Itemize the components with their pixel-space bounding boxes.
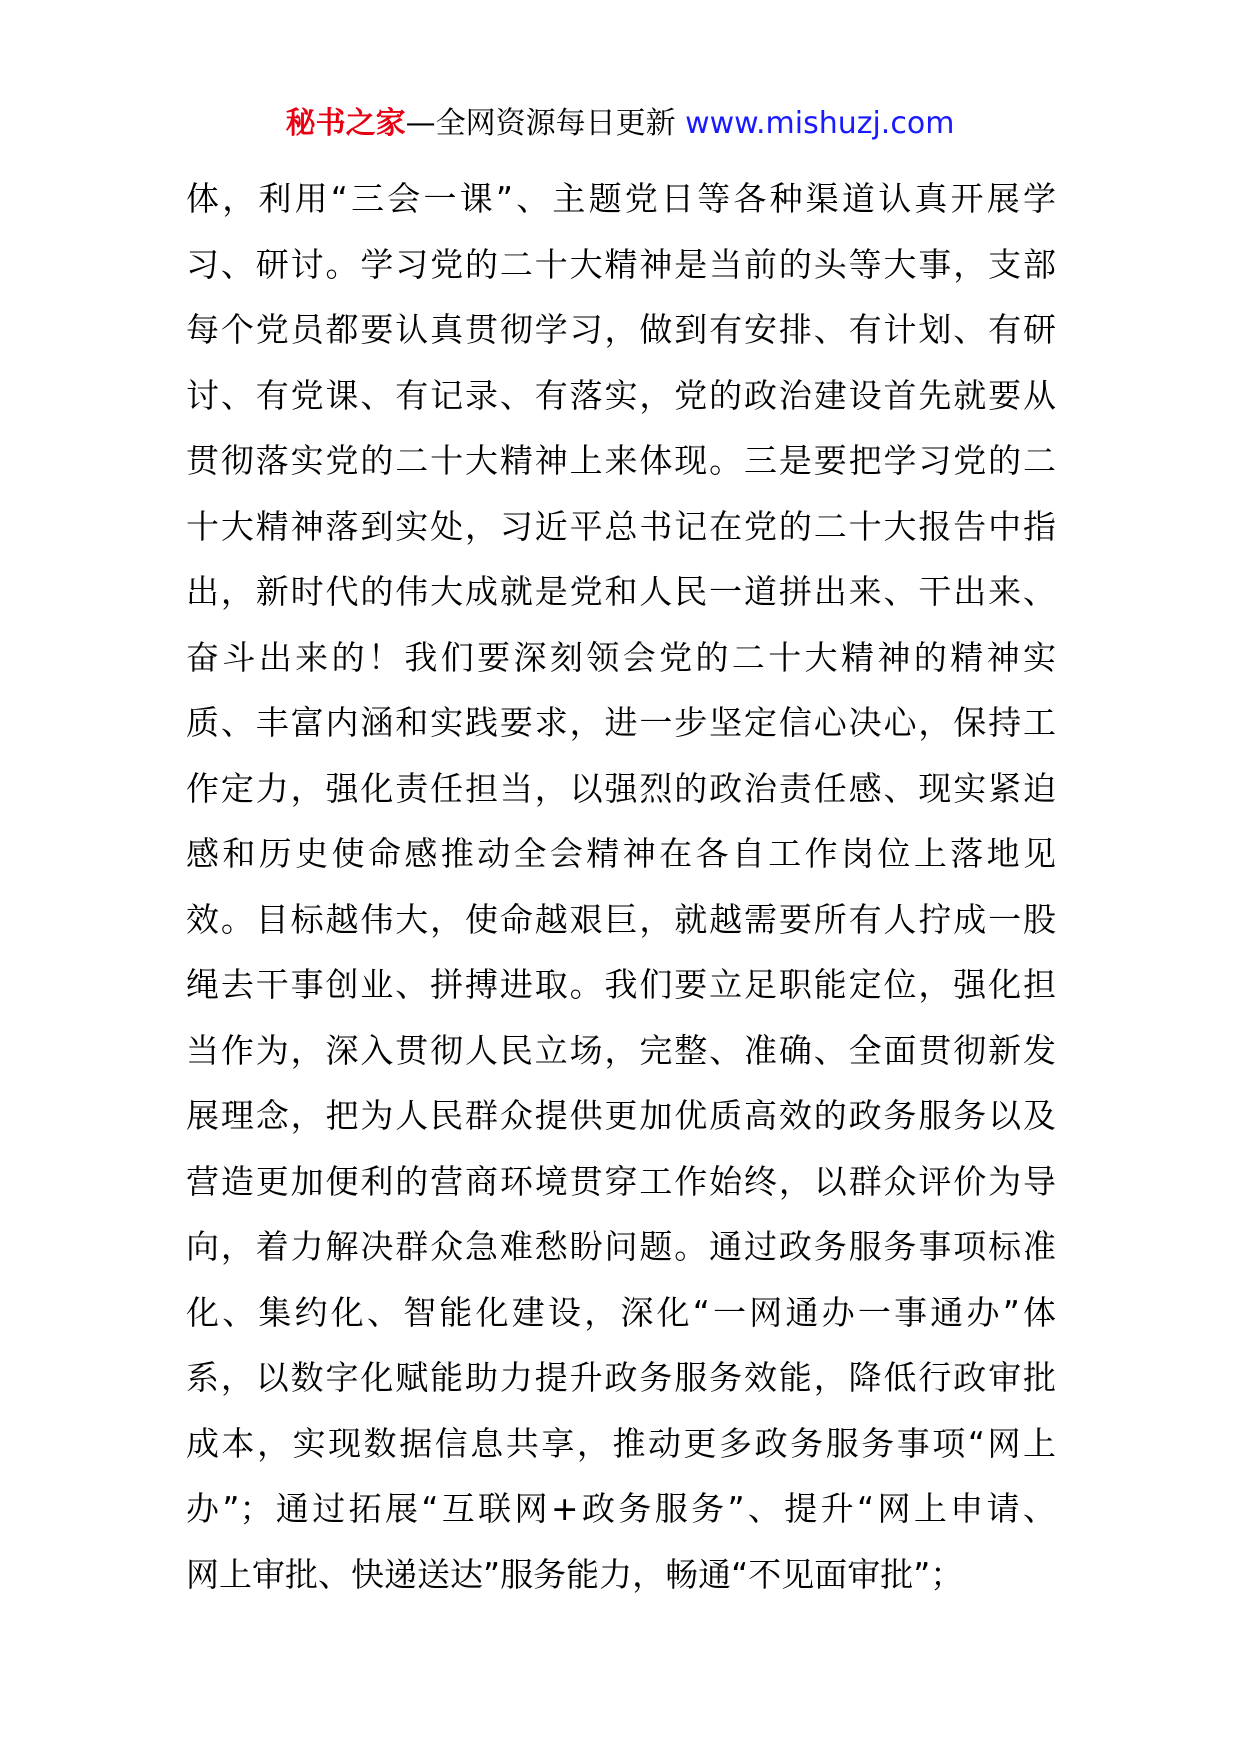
body-line: 成本，实现数据信息共享，推动更多政务服务事项“网上 <box>186 1423 1056 1463</box>
body-line: 体，利用“三会一课”、主题党日等各种渠道认真开展学 <box>186 179 1056 218</box>
body-line: 每个党员都要认真贯彻学习，做到有安排、有计划、有研 <box>186 310 1056 349</box>
body-line: 办”；通过拓展“互联网+政务服务”、提升“网上申请、 <box>186 1489 1056 1528</box>
body-line: 向，着力解决群众急难愁盼问题。通过政务服务事项标准 <box>186 1227 1056 1266</box>
body-line: 习、研讨。学习党的二十大精神是当前的头等大事，支部 <box>186 244 1056 284</box>
body-line: 网上审批、快递送达”服务能力，畅通“不见面审批”； <box>186 1554 964 1594</box>
body-line: 讨、有党课、有记录、有落实，党的政治建设首先就要从 <box>186 375 1056 415</box>
body-line: 贯彻落实党的二十大精神上来体现。三是要把学习党的二 <box>186 441 1056 480</box>
body-line: 质、丰富内涵和实践要求，进一步坚定信心决心，保持工 <box>186 703 1056 742</box>
body-line: 系，以数字化赋能助力提升政务服务效能，降低行政审批 <box>186 1358 1056 1397</box>
body-line: 奋斗出来的！我们要深刻领会党的二十大精神的精神实 <box>186 637 1056 677</box>
page-header <box>0 104 1240 144</box>
body-line: 效。目标越伟大，使命越艰巨，就越需要所有人拧成一股 <box>186 899 1056 939</box>
body-line: 十大精神落到实处，习近平总书记在党的二十大报告中指 <box>186 506 1056 546</box>
header-tagline: —全网资源每日更新 <box>405 106 676 141</box>
body-line: 当作为，深入贯彻人民立场，完整、准确、全面贯彻新发 <box>186 1030 1056 1070</box>
header-url-link[interactable]: www.mishuzj.com <box>675 106 955 141</box>
body-line: 作定力，强化责任担当，以强烈的政治责任感、现实紧迫 <box>186 768 1056 808</box>
body-line: 营造更加便利的营商环境贯穿工作始终，以群众评价为导 <box>186 1161 1056 1201</box>
body-line: 感和历史使命感推动全会精神在各自工作岗位上落地见 <box>186 834 1056 873</box>
body-line: 出，新时代的伟大成就是党和人民一道拼出来、干出来、 <box>186 572 1056 611</box>
body-line: 绳去干事创业、拼搏进取。我们要立足职能定位，强化担 <box>186 965 1056 1004</box>
document-body <box>186 166 1056 1607</box>
header-brand: 秘书之家 <box>285 106 406 141</box>
body-line: 化、集约化、智能化建设，深化“一网通办一事通办”体 <box>186 1292 1056 1332</box>
body-line: 展理念，把为人民群众提供更加优质高效的政务服务以及 <box>186 1096 1056 1135</box>
